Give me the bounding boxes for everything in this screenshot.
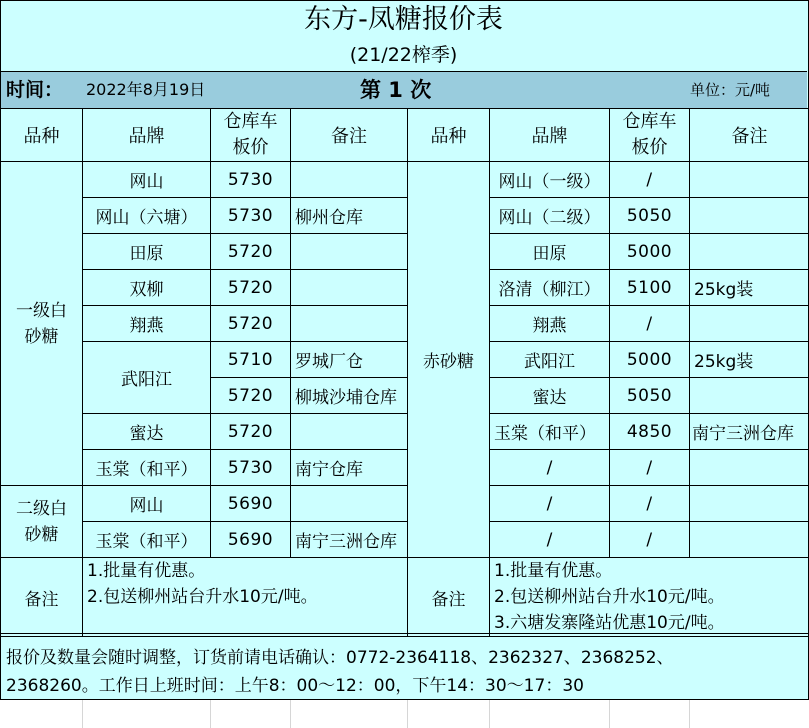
- header-remark: 备注: [291, 109, 408, 162]
- left-remark: [291, 414, 408, 450]
- note-line: 2.包送柳州站台升水10元/吨。: [87, 587, 318, 607]
- note-line: 2.包送柳州站台升水10元/吨。: [494, 587, 725, 607]
- note-line: 1.批量有优惠。: [494, 561, 613, 581]
- left-remark: 南宁仓库: [291, 450, 408, 486]
- left-price: 5720: [211, 270, 291, 306]
- right-price: 5050: [610, 198, 690, 234]
- group-brown-sugar: 赤砂糖: [408, 162, 490, 558]
- right-brand: 网山（二级）: [490, 198, 610, 234]
- left-price: 5730: [211, 450, 291, 486]
- left-remark: [291, 486, 408, 522]
- header-price: 仓库车板价: [610, 109, 690, 162]
- group-first-grade-white: 一级白砂糖: [1, 162, 83, 486]
- right-remark: [690, 198, 809, 234]
- header-variety: 品种: [408, 109, 490, 162]
- notes-row: [1, 558, 809, 637]
- left-brand: 网山（六塘）: [83, 198, 211, 234]
- left-brand: 网山: [83, 486, 211, 522]
- right-price: /: [610, 450, 690, 486]
- table-row: [1, 450, 809, 486]
- right-brand: /: [490, 486, 610, 522]
- table-row: [1, 522, 809, 558]
- header-brand: 品牌: [83, 109, 211, 162]
- price-table: [0, 108, 809, 637]
- left-price: 5710: [211, 342, 291, 378]
- table-row: [1, 414, 809, 450]
- right-brand: /: [490, 522, 610, 558]
- group-second-grade-white: 二级白砂糖: [1, 486, 83, 558]
- table-row: [1, 486, 809, 522]
- left-brand: 玉棠（和平）: [83, 522, 211, 558]
- right-price: /: [610, 306, 690, 342]
- date-label: 时间：: [6, 79, 64, 101]
- notes-right: [490, 558, 809, 637]
- right-remark: [690, 378, 809, 414]
- left-brand: 田原: [83, 234, 211, 270]
- right-price: 5000: [610, 234, 690, 270]
- footer-line-2: 2368260。工作日上班时间：上午8：00～12：00，下午14：30～17：30: [6, 676, 584, 696]
- left-remark: [291, 270, 408, 306]
- right-price: /: [610, 162, 690, 198]
- right-brand: 洛清（柳江）: [490, 270, 610, 306]
- right-brand: 翔燕: [490, 306, 610, 342]
- right-brand: 玉棠（和平）: [490, 414, 610, 450]
- date-value: 2022年8月19日: [86, 80, 206, 99]
- quote-round: 第 1 次: [360, 78, 432, 102]
- right-remark: [690, 234, 809, 270]
- left-price: 5730: [211, 198, 291, 234]
- table-row: [1, 306, 809, 342]
- header-variety: 品种: [1, 109, 83, 162]
- left-price: 5720: [211, 378, 291, 414]
- left-price: 5720: [211, 414, 291, 450]
- right-remark: [690, 450, 809, 486]
- right-remark: [690, 522, 809, 558]
- right-brand: 网山（一级）: [490, 162, 610, 198]
- sheet-subtitle: (21/22榨季): [349, 44, 458, 66]
- right-brand: 蜜达: [490, 378, 610, 414]
- right-price: 4850: [610, 414, 690, 450]
- left-remark: 罗城厂仓: [291, 342, 408, 378]
- right-remark: [690, 306, 809, 342]
- right-brand: 武阳江: [490, 342, 610, 378]
- left-remark: 柳州仓库: [291, 198, 408, 234]
- left-price: 5690: [211, 522, 291, 558]
- table-row: [1, 342, 809, 378]
- right-remark: 25kg装: [690, 342, 809, 378]
- left-remark: 柳城沙埔仓库: [291, 378, 408, 414]
- table-row: [1, 270, 809, 306]
- left-remark: 南宁三洲仓库: [291, 522, 408, 558]
- notes-left: [83, 558, 408, 637]
- left-brand: 蜜达: [83, 414, 211, 450]
- left-brand: 玉棠（和平）: [83, 450, 211, 486]
- right-remark: 25kg装: [690, 270, 809, 306]
- right-brand: 田原: [490, 234, 610, 270]
- right-remark: 南宁三洲仓库: [690, 414, 809, 450]
- left-brand: 武阳江: [83, 342, 211, 414]
- table-row: [1, 162, 809, 198]
- left-remark: [291, 162, 408, 198]
- left-price: 5720: [211, 234, 291, 270]
- footer-contact: [0, 633, 809, 700]
- right-remark: [690, 486, 809, 522]
- left-brand: 翔燕: [83, 306, 211, 342]
- note-line: 3.六塘发寨隆站优惠10元/吨。: [494, 613, 725, 633]
- right-price: 5100: [610, 270, 690, 306]
- notes-label-left: 备注: [1, 558, 83, 637]
- info-bar: [0, 71, 807, 109]
- left-brand: 双柳: [83, 270, 211, 306]
- right-brand: /: [490, 450, 610, 486]
- right-remark: [690, 162, 809, 198]
- note-line: 1.批量有优惠。: [87, 561, 206, 581]
- right-price: 5000: [610, 342, 690, 378]
- left-price: 5730: [211, 162, 291, 198]
- right-price: 5050: [610, 378, 690, 414]
- header-price: 仓库车板价: [211, 109, 291, 162]
- notes-label-right: 备注: [408, 558, 490, 637]
- sheet-title: 东方-凤糖报价表: [304, 4, 503, 35]
- header-remark: 备注: [690, 109, 809, 162]
- footer-line-1: 报价及数量会随时调整，订货前请电话确认：0772-2364118、2362327、2368252、: [6, 648, 674, 668]
- right-price: /: [610, 486, 690, 522]
- left-brand: 网山: [83, 162, 211, 198]
- empty-spreadsheet-row: [0, 700, 809, 728]
- header-brand: 品牌: [490, 109, 610, 162]
- left-price: 5720: [211, 306, 291, 342]
- header-row: [1, 109, 809, 162]
- left-remark: [291, 234, 408, 270]
- right-price: /: [610, 522, 690, 558]
- unit-label: 单位：元/吨: [690, 81, 771, 99]
- left-price: 5690: [211, 486, 291, 522]
- table-row: [1, 198, 809, 234]
- left-remark: [291, 306, 408, 342]
- table-row: [1, 234, 809, 270]
